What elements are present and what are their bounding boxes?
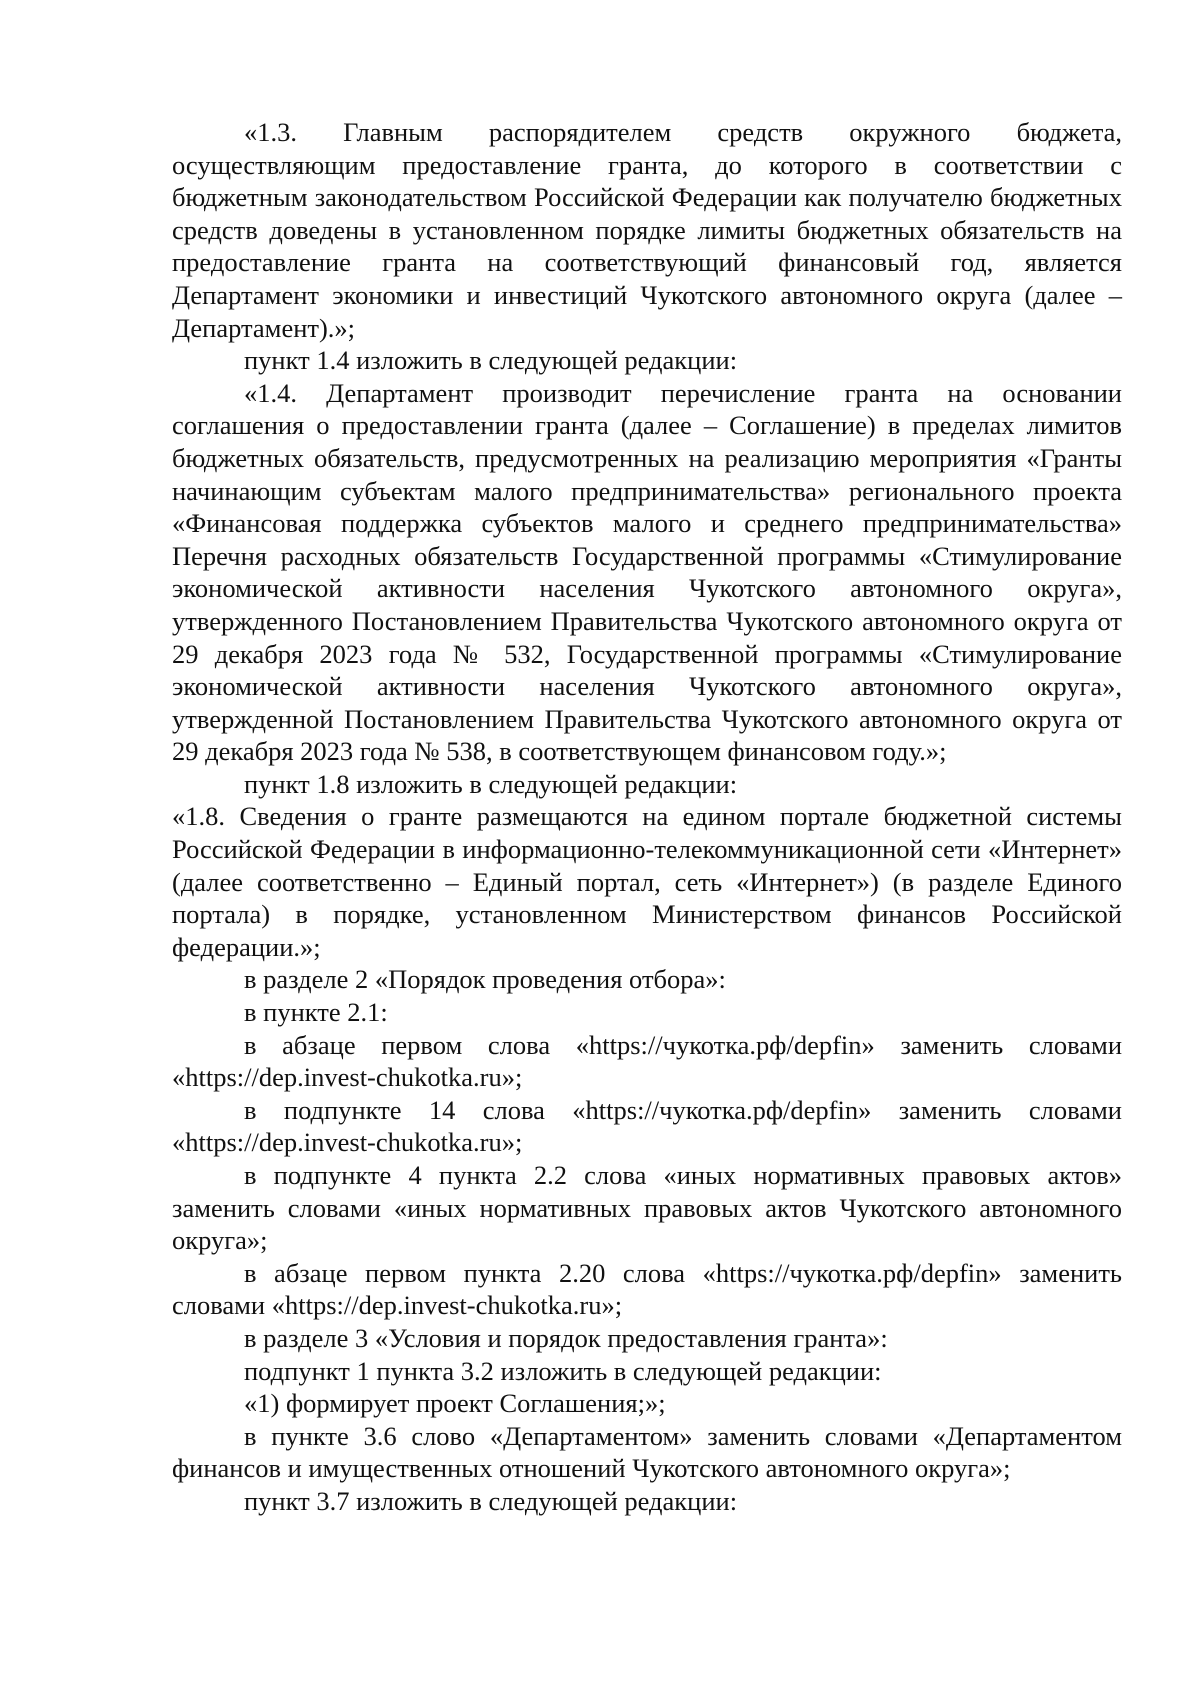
document-body [172,116,1122,1518]
paragraph-subpoint-4-point-2-2: в подпункте 4 пункта 2.2 слова «иных нормативных правовых актов» заменить словами «иных нормативных правовых актов Чукотского автономного округа»; [172,1160,1122,1256]
paragraph-amend-1-8: пункт 1.8 изложить в следующей редакции: [244,768,738,799]
paragraph-1-3-main-administrator: «1.3. Главным распорядителем средств окружного бюджета, осуществляющим предоставление гранта, до которого в соответствии с бюджетным законодательством Российской Федерации как получателю бюджетных средств доведены в установленном порядке лимиты бюджетных обязательств на предоставление гранта на соответствующий финансовый год, является Департамент экономики и инвестиций Чукотского автономного округа (далее – Департамент).»; [172,117,1122,343]
paragraph-abzac-first: в абзаце первом слова «https://чукотка.рф/depfin» заменить словами «https://dep.invest-chukotka.ru»; [172,1029,1122,1093]
paragraph-1-8-grant-info: «1.8. Сведения о гранте размещаются на едином портале бюджетной системы Российской Федерации в информационно-телекоммуникационной сети «Интернет» (далее соответственно – Единый портал, сеть «Интернет») (в разделе Единого портала) в порядке, установленном Министерством финансов Российской федерации.»; [172,801,1122,962]
paragraph-point-2-20: в абзаце первом пункта 2.20 слова «https://чукотка.рф/depfin» заменить словами «https://dep.invest-chukotka.ru»; [172,1257,1122,1321]
paragraph-point-3-6: в пункте 3.6 слово «Департаментом» заменить словами «Департаментом финансов и имущественных отношений Чукотского автономного округа»; [172,1420,1122,1484]
paragraph-1-4-grant-transfer: «1.4. Департамент производит перечисление гранта на основании соглашения о предоставлении гранта (далее – Соглашение) в пределах лимитов бюджетных обязательств, предусмотренных на реализацию мероприятия «Гранты начинающим субъектам малого предпринимательства» регионального проекта «Финансовая поддержка субъектов малого и среднего предпринимательства» Перечня расходных обязательств Государственной программы «Стимулирование экономической активности населения Чукотского автономного округа», утвержденного Постановлением Правительства Чукотского автономного округа от 29 декабря 2023 года № 532, Государственной программы «Стимулирование экономической активности населения Чукотского автономного округа», утвержденной Постановлением Правительства Чукотского автономного округа от 29 декабря 2023 года № 538, в соответствующем финансовом году.»; [172,377,1122,767]
paragraph-subpoint-14: в подпункте 14 слова «https://чукотка.рф/depfin» заменить словами «https://dep.invest-chukotka.ru»; [172,1094,1122,1158]
paragraph-section-2: в разделе 2 «Порядок проведения отбора»: [244,964,726,995]
paragraph-amend-3-7: пункт 3.7 изложить в следующей редакции: [244,1485,738,1516]
paragraph-subpoint-1-point-3-2: подпункт 1 пункта 3.2 изложить в следующей редакции: [244,1355,882,1386]
paragraph-amend-1-4: пункт 1.4 изложить в следующей редакции: [244,345,738,376]
paragraph-section-3: в разделе 3 «Условия и порядок предоставления гранта»: [244,1322,888,1353]
paragraph-forms-agreement: «1) формирует проект Соглашения;»; [244,1388,666,1419]
paragraph-point-2-1: в пункте 2.1: [244,997,388,1028]
